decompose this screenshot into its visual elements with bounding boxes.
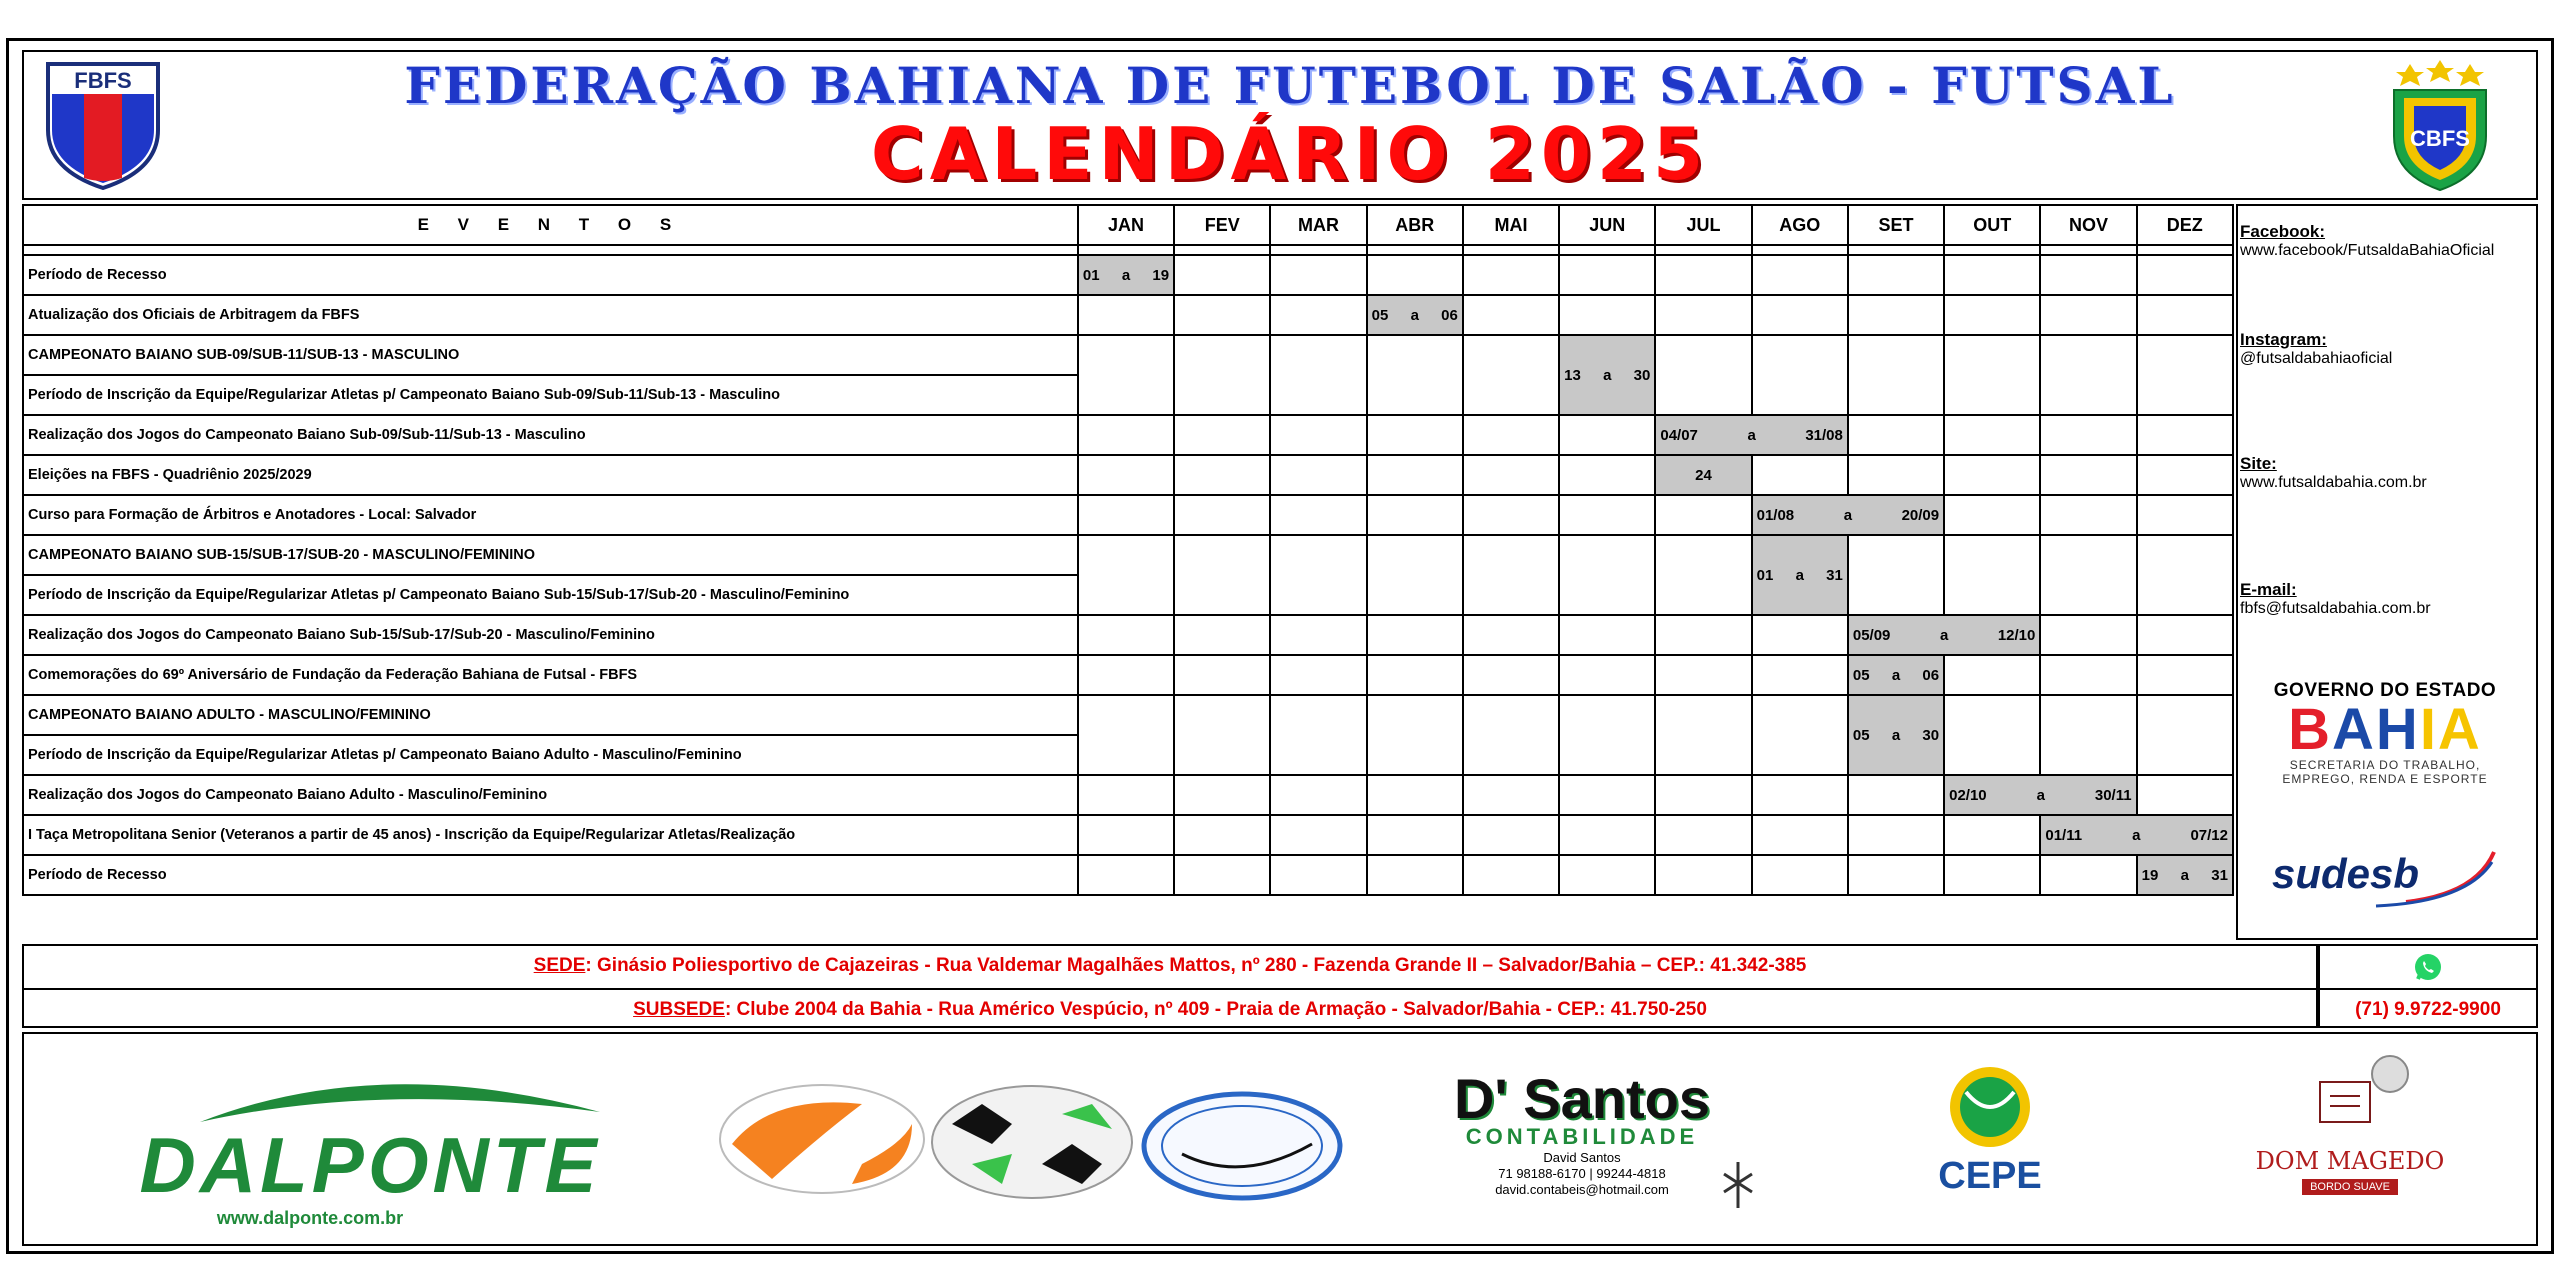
period-cell: 13 a 30 — [1559, 335, 1655, 415]
subsede-line — [24, 990, 2316, 1032]
event-label: I Taça Metropolitana Senior (Veteranos a partir de 45 anos) - Inscrição da Equipe/Regularizar Atletas/Realização — [23, 815, 1078, 855]
events-header: E V E N T O S — [23, 205, 1078, 245]
month-header: JUL — [1655, 205, 1751, 245]
month-header: JAN — [1078, 205, 1174, 245]
event-label: CAMPEONATO BAIANO ADULTO - MASCULINO/FEMININO — [23, 695, 1078, 735]
instagram-link[interactable]: @futsaldabahiaoficial — [2240, 350, 2393, 367]
cbfs-logo — [2380, 56, 2500, 196]
period-cell: 05/09 a 12/10 — [1848, 615, 2041, 655]
event-label: Período de Inscrição da Equipe/Regularizar Atletas p/ Campeonato Baiano Adulto - Masculino/Feminino — [23, 735, 1078, 775]
subsede-text: : Clube 2004 da Bahia - Rua Américo Vespúcio, nº 409 - Praia de Armação - Salvador/Bahia - CEP.: 41.750-250 — [724, 999, 1707, 1020]
month-header: SET — [1848, 205, 1944, 245]
event-label: Eleições na FBFS - Quadriênio 2025/2029 — [23, 455, 1078, 495]
email-label: E-mail: — [2240, 580, 2297, 599]
svg-text:FBFS: FBFS — [74, 68, 132, 93]
month-header: JUN — [1559, 205, 1655, 245]
period-cell: 01 a 19 — [1078, 255, 1174, 295]
event-label: Período de Inscrição da Equipe/Regularizar Atletas p/ Campeonato Baiano Sub-15/Sub-17/Sub-20 - Masculino/Feminino — [23, 575, 1078, 615]
table-row — [23, 535, 2233, 575]
event-label: Realização dos Jogos do Campeonato Baiano Sub-15/Sub-17/Sub-20 - Masculino/Feminino — [23, 615, 1078, 655]
period-cell: 04/07 a 31/08 — [1655, 415, 1848, 455]
subsede-label: SUBSEDE — [633, 999, 725, 1020]
table-row — [23, 815, 2233, 855]
table-row — [23, 695, 2233, 735]
event-label: CAMPEONATO BAIANO SUB-15/SUB-17/SUB-20 - MASCULINO/FEMININO — [23, 535, 1078, 575]
sede-text: : Ginásio Poliesportivo de Cajazeiras - Rua Valdemar Magalhães Mattos, nº 280 - Fazenda Grande II – Salvador/Bahia – CEP.: 41.342-385 — [585, 955, 1807, 976]
event-label: Período de Recesso — [23, 255, 1078, 295]
site-block — [2240, 454, 2536, 492]
fbfs-logo — [44, 60, 162, 190]
email-block — [2240, 580, 2536, 618]
site-label: Site: — [2240, 454, 2277, 473]
facebook-label: Facebook: — [2240, 222, 2326, 241]
calendar-table — [22, 204, 2234, 896]
calendar-table-wrap — [22, 204, 2234, 940]
sudesb-logo: sudesb — [2256, 842, 2496, 912]
instagram-block — [2240, 330, 2536, 368]
table-row — [23, 415, 2233, 455]
table-row — [23, 495, 2233, 535]
instagram-label: Instagram: — [2240, 330, 2327, 349]
event-label: Período de Inscrição da Equipe/Regularizar Atletas p/ Campeonato Baiano Sub-09/Sub-11/Sub-13 - Masculino — [23, 375, 1078, 415]
month-header: ABR — [1367, 205, 1463, 245]
table-row — [23, 655, 2233, 695]
event-label: Comemorações do 69º Aniversário de Fundação da Federação Bahiana de Futsal - FBFS — [23, 655, 1078, 695]
facebook-link[interactable]: www.facebook/FutsaldaBahiaOficial — [2240, 242, 2495, 259]
site-link[interactable]: www.futsaldabahia.com.br — [2240, 474, 2427, 491]
whatsapp-icon — [2320, 946, 2536, 990]
period-cell: 05 a 06 — [1848, 655, 1944, 695]
period-cell: 19 a 31 — [2137, 855, 2233, 895]
phone-number[interactable]: (71) 9.9722-9900 — [2355, 999, 2501, 1020]
event-label: Atualização dos Oficiais de Arbitragem da FBFS — [23, 295, 1078, 335]
dsantos-logo: D' Santos CONTABILIDADE David Santos 71 98188-6170 | 99244-4818 david.contabeis@hotmail.com — [1420, 1066, 1760, 1216]
period-cell: 05 a 30 — [1848, 695, 1944, 775]
month-header: AGO — [1752, 205, 1848, 245]
month-header: DEZ — [2137, 205, 2233, 245]
facebook-block — [2240, 222, 2536, 260]
period-cell: 02/10 a 30/11 — [1944, 775, 2137, 815]
table-header-row — [23, 205, 2233, 245]
dalponte-logo: DALPONTE www.dalponte.com.br — [80, 1072, 660, 1232]
email-link[interactable]: fbfs@futsaldabahia.com.br — [2240, 600, 2431, 617]
futsal-balls — [712, 1084, 1352, 1214]
cepe-logo: CEPE — [1900, 1052, 2080, 1232]
month-header: MAR — [1270, 205, 1366, 245]
table-row — [23, 455, 2233, 495]
period-cell: 01/11 a 07/12 — [2040, 815, 2233, 855]
event-label: Curso para Formação de Árbitros e Anotadores - Local: Salvador — [23, 495, 1078, 535]
event-label: Período de Recesso — [23, 855, 1078, 895]
table-row — [23, 775, 2233, 815]
contacts-panel — [2236, 204, 2538, 940]
period-cell: 01 a 31 — [1752, 535, 1848, 615]
calendar-title: CALENDÁRIO 2025 — [870, 112, 1710, 196]
month-header: OUT — [1944, 205, 2040, 245]
dom-magedo-logo: DOM MAGEDO BORDO SUAVE — [2200, 1052, 2500, 1232]
table-row — [23, 255, 2233, 295]
event-label: CAMPEONATO BAIANO SUB-09/SUB-11/SUB-13 - MASCULINO — [23, 335, 1078, 375]
event-label: Realização dos Jogos do Campeonato Baiano Sub-09/Sub-11/Sub-13 - Masculino — [23, 415, 1078, 455]
spacer-row — [23, 245, 2233, 255]
event-label: Realização dos Jogos do Campeonato Baiano Adulto - Masculino/Feminino — [23, 775, 1078, 815]
table-row — [23, 615, 2233, 655]
table-row — [23, 855, 2233, 895]
table-row — [23, 295, 2233, 335]
svg-text:CBFS: CBFS — [2410, 126, 2470, 151]
month-header: MAI — [1463, 205, 1559, 245]
address-box — [22, 944, 2318, 1028]
period-cell: 24 — [1655, 455, 1751, 495]
period-cell: 05 a 06 — [1367, 295, 1463, 335]
federation-title: FEDERAÇÃO BAHIANA DE FUTEBOL DE SALÃO - FUTSAL — [404, 56, 2176, 115]
month-header: FEV — [1174, 205, 1270, 245]
month-header: NOV — [2040, 205, 2136, 245]
phone-box — [2318, 944, 2538, 1028]
governo-bahia-logo: GOVERNO DO ESTADO BAHIA SECRETARIA DO TRABALHO, EMPREGO, RENDA E ESPORTE — [2250, 680, 2520, 800]
period-cell: 01/08 a 20/09 — [1752, 495, 1945, 535]
table-row — [23, 335, 2233, 375]
sede-label: SEDE — [533, 955, 586, 976]
sede-line — [24, 946, 2316, 990]
